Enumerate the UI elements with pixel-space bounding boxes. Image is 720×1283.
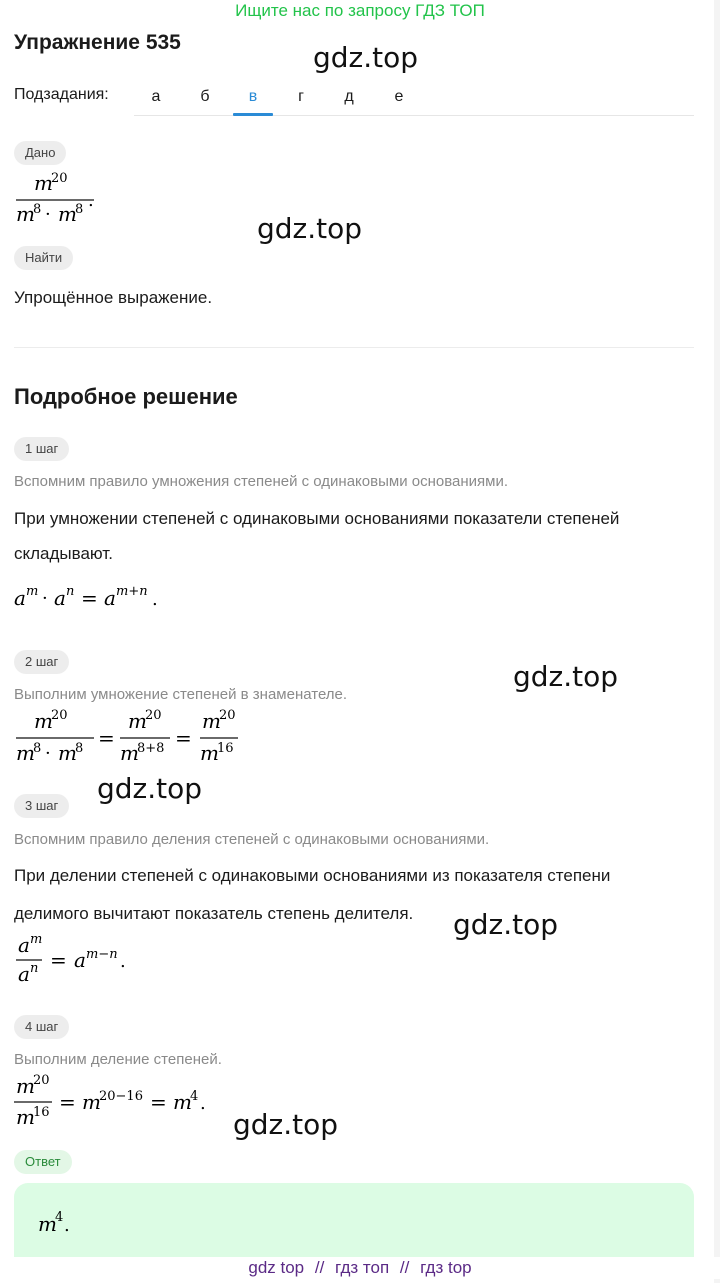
svg-text:m: m xyxy=(58,202,77,226)
svg-text:8: 8 xyxy=(75,202,84,217)
svg-text:20: 20 xyxy=(51,171,68,186)
svg-text:m: m xyxy=(34,709,53,733)
svg-text:a: a xyxy=(74,948,86,972)
rule-division xyxy=(12,930,152,990)
svg-text:20: 20 xyxy=(33,1073,50,1088)
answer-chip: Ответ xyxy=(14,1150,72,1174)
svg-text:.: . xyxy=(88,190,94,211)
svg-text:n: n xyxy=(66,584,75,599)
tab-a[interactable]: а xyxy=(151,88,161,105)
svg-text:m: m xyxy=(16,741,35,765)
given-chip: Дано xyxy=(14,141,66,165)
page-title: Упражнение 535 xyxy=(14,31,181,54)
svg-text:m+n: m+n xyxy=(116,584,148,599)
svg-text:8+8: 8+8 xyxy=(137,741,165,756)
svg-text:m: m xyxy=(34,171,53,195)
step-4-chip: 4 шаг xyxy=(14,1015,69,1039)
watermark: gdz.top xyxy=(453,908,559,941)
svg-text:a: a xyxy=(18,962,30,986)
footer-separator: // xyxy=(314,1258,325,1277)
watermark: gdz.top xyxy=(97,772,203,805)
svg-text:m: m xyxy=(202,709,221,733)
page-scrollbar[interactable] xyxy=(714,0,720,1283)
svg-text:=: = xyxy=(150,1090,167,1114)
svg-text:4: 4 xyxy=(190,1089,199,1104)
svg-text:·: · xyxy=(42,588,48,609)
tab-d[interactable]: д xyxy=(344,88,354,105)
step-3-text-line-2: делимого вычитают показатель степень делителя. xyxy=(14,904,414,923)
active-tab-indicator xyxy=(233,113,273,116)
step-2-formula xyxy=(12,704,252,768)
footer-link-2[interactable]: гдз топ xyxy=(335,1258,390,1277)
svg-text:m: m xyxy=(173,1090,192,1114)
watermark: gdz.top xyxy=(257,212,363,245)
svg-text:=: = xyxy=(59,1090,76,1114)
footer-links xyxy=(0,1257,720,1279)
step-1-chip: 1 шаг xyxy=(14,437,69,461)
svg-text:m: m xyxy=(38,1212,57,1236)
svg-text:.: . xyxy=(64,1215,70,1236)
tab-b[interactable]: б xyxy=(200,88,210,105)
subtasks-tabs xyxy=(134,80,694,116)
svg-text:8: 8 xyxy=(33,202,42,217)
svg-text:·: · xyxy=(45,204,51,225)
svg-text:.: . xyxy=(200,1093,206,1114)
svg-text:m: m xyxy=(16,1105,35,1129)
svg-text:.: . xyxy=(152,589,158,610)
step-2-chip: 2 шаг xyxy=(14,650,69,674)
step-4-formula xyxy=(12,1070,232,1132)
svg-text:20−16: 20−16 xyxy=(99,1089,143,1104)
svg-text:16: 16 xyxy=(33,1105,50,1120)
tab-g[interactable]: г xyxy=(298,88,304,105)
svg-text:a: a xyxy=(14,586,26,610)
tab-v[interactable]: в xyxy=(248,88,258,105)
step-1-text-line-2: складывают. xyxy=(14,544,113,563)
svg-text:m: m xyxy=(16,1074,35,1098)
step-2-hint: Выполним умножение степеней в знаменателе. xyxy=(14,686,348,703)
svg-text:.: . xyxy=(120,951,126,972)
given-fraction xyxy=(12,168,122,228)
answer-formula xyxy=(36,1207,106,1239)
svg-text:a: a xyxy=(18,933,30,957)
find-chip: Найти xyxy=(14,246,73,270)
section-divider xyxy=(14,347,694,348)
svg-text:m: m xyxy=(82,1090,101,1114)
svg-text:a: a xyxy=(104,586,116,610)
search-hint-banner: Ищите нас по запросу ГДЗ ТОП xyxy=(235,1,485,20)
step-3-hint: Вспомним правило деления степеней с одинаковыми основаниями. xyxy=(14,831,490,848)
step-1-hint: Вспомним правило умножения степеней с одинаковыми основаниями. xyxy=(14,473,508,490)
svg-text:=: = xyxy=(50,948,67,972)
svg-text:=: = xyxy=(98,726,115,750)
find-text: Упрощённое выражение. xyxy=(14,288,213,307)
footer-link-1[interactable]: gdz top xyxy=(248,1258,305,1277)
svg-text:=: = xyxy=(81,586,98,610)
svg-text:m−n: m−n xyxy=(86,947,118,962)
watermark: gdz.top xyxy=(313,41,419,74)
svg-text:m: m xyxy=(26,584,39,599)
svg-text:m: m xyxy=(30,932,43,947)
svg-text:·: · xyxy=(45,743,51,764)
svg-text:4: 4 xyxy=(55,1210,64,1225)
svg-text:a: a xyxy=(54,586,66,610)
footer-link-3[interactable]: гдз top xyxy=(420,1258,472,1277)
svg-text:16: 16 xyxy=(217,741,234,756)
step-1-text-line-1: При умножении степеней с одинаковыми основаниями показатели степеней xyxy=(14,509,620,528)
svg-text:m: m xyxy=(120,741,139,765)
solution-title: Подробное решение xyxy=(14,384,238,409)
svg-text:m: m xyxy=(58,741,77,765)
svg-text:=: = xyxy=(175,726,192,750)
svg-text:8: 8 xyxy=(33,741,42,756)
svg-text:20: 20 xyxy=(219,708,236,723)
svg-text:8: 8 xyxy=(75,741,84,756)
tab-e[interactable]: е xyxy=(394,88,404,105)
step-3-chip: 3 шаг xyxy=(14,794,69,818)
svg-text:20: 20 xyxy=(51,708,68,723)
svg-text:m: m xyxy=(200,741,219,765)
svg-text:m: m xyxy=(128,709,147,733)
subtasks-label: Подзадания: xyxy=(14,86,109,103)
rule-multiplication xyxy=(12,580,182,614)
svg-text:20: 20 xyxy=(145,708,162,723)
footer-separator: // xyxy=(399,1258,410,1277)
svg-text:m: m xyxy=(16,202,35,226)
step-4-hint: Выполним деление степеней. xyxy=(14,1051,222,1068)
watermark: gdz.top xyxy=(233,1108,339,1141)
step-3-text-line-1: При делении степеней с одинаковыми основаниями из показателя степени xyxy=(14,866,611,885)
svg-text:n: n xyxy=(30,961,39,976)
watermark: gdz.top xyxy=(513,660,619,693)
